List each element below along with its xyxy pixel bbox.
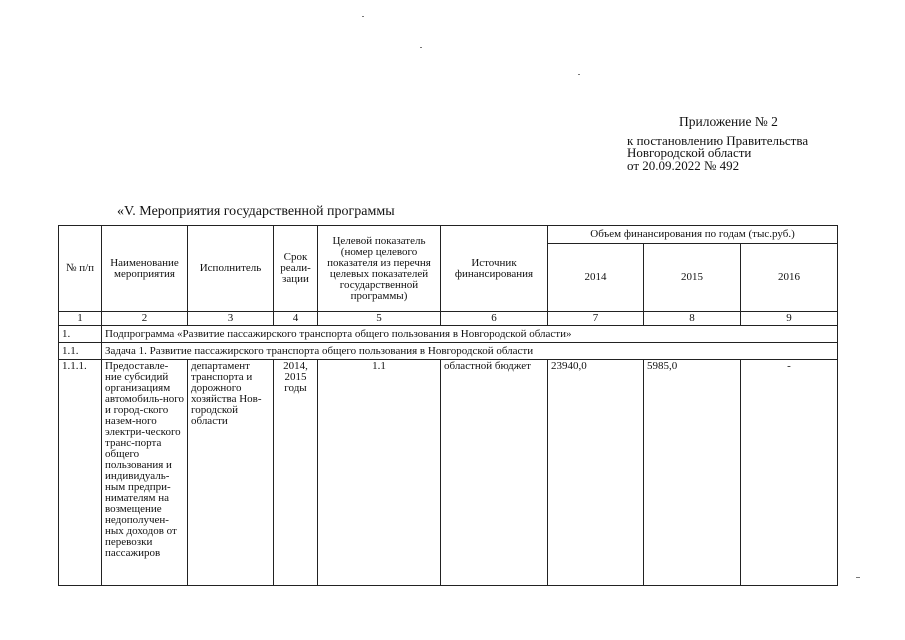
col-number: 7 xyxy=(548,312,644,326)
header-source: Источник финансирования xyxy=(441,226,548,312)
program-measures-table xyxy=(58,225,838,586)
header-funding: Объем финансирования по годам (тыс.руб.) xyxy=(548,226,838,244)
appendix-block xyxy=(627,116,867,172)
col-number: 2 xyxy=(102,312,188,326)
col-number: 5 xyxy=(318,312,441,326)
row-2015: 5985,0 xyxy=(644,360,741,586)
row-2014: 23940,0 xyxy=(548,360,644,586)
row-target: 1.1 xyxy=(318,360,441,586)
appendix-date: от 20.09.2022 № 492 xyxy=(627,157,740,173)
row-2016: - xyxy=(741,360,838,586)
row-executor: департамент транспорта и дорожного хозяйства Нов-городской области xyxy=(188,360,274,586)
appendix-line: к постановлению Правительства xyxy=(627,132,809,148)
col-number: 9 xyxy=(741,312,838,326)
col-number: 8 xyxy=(644,312,741,326)
scan-speck xyxy=(362,16,364,17)
header-target: Целевой показатель (номер целевого показателя из перечня целевых показателей государственной программы) xyxy=(318,226,441,312)
row-term: 2014, 2015 годы xyxy=(274,360,318,586)
col-number: 3 xyxy=(188,312,274,326)
header-name: Наименование мероприятия xyxy=(102,226,188,312)
row-measure-name: Предоставле-ние субсидий организациям автомобиль-ного и город-ского назем-ного электри-ческого транс-порта общего пользования и индивидуаль-ным предпри-нимателям на возмещение недополучен-ных доходов от перевозки пассажиров xyxy=(102,360,188,586)
scan-speck xyxy=(578,74,580,75)
col-number: 1 xyxy=(59,312,102,326)
header-num: № п/п xyxy=(59,226,102,312)
task-num: 1.1. xyxy=(59,343,102,360)
header-year-2015: 2015 xyxy=(644,244,741,312)
appendix-title: Приложение № 2 xyxy=(679,114,778,129)
scan-speck xyxy=(856,577,860,578)
scan-speck xyxy=(420,47,422,48)
row-num: 1.1.1. xyxy=(59,360,102,586)
header-executor: Исполнитель xyxy=(188,226,274,312)
subprogram-num: 1. xyxy=(59,326,102,343)
appendix-line: Новгородской области xyxy=(627,145,752,160)
task-title: Задача 1. Развитие пассажирского транспорта общего пользования в Новгородской области xyxy=(102,343,838,360)
header-year-2016: 2016 xyxy=(741,244,838,312)
subprogram-title: Подпрограмма «Развитие пассажирского транспорта общего пользования в Новгородской области» xyxy=(102,326,838,343)
col-number: 4 xyxy=(274,312,318,326)
header-term: Срок реали-зации xyxy=(274,226,318,312)
section-title: «V. Мероприятия государственной программы xyxy=(117,204,395,219)
row-source: областной бюджет xyxy=(441,360,548,586)
col-number: 6 xyxy=(441,312,548,326)
header-year-2014: 2014 xyxy=(548,244,644,312)
